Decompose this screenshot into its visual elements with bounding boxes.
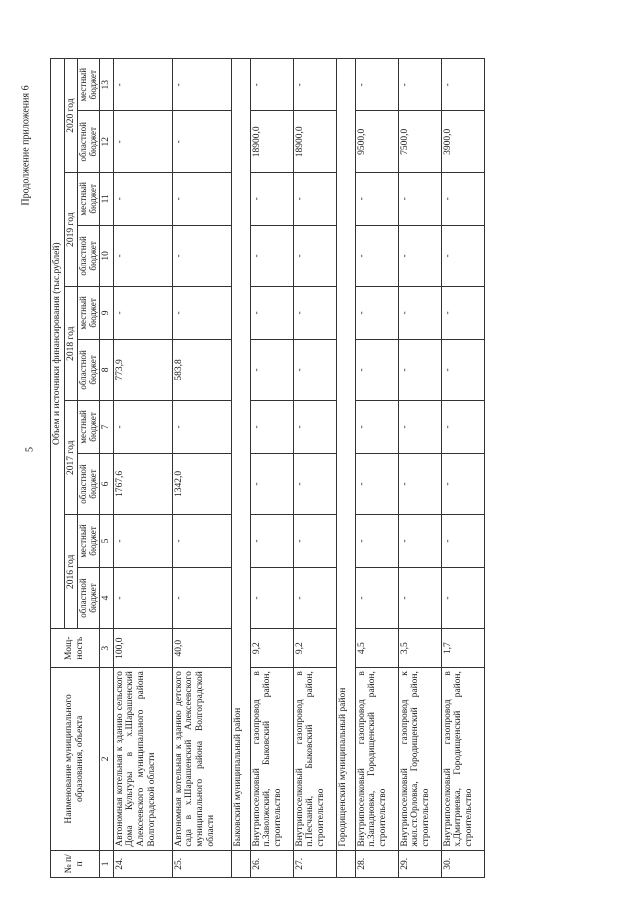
funding-value: - bbox=[398, 173, 441, 225]
table-row bbox=[293, 59, 336, 878]
header-local: местный бюджет bbox=[78, 173, 100, 225]
header-funding: Объем и источники финансирования (тыс.рублей) bbox=[51, 59, 65, 629]
funding-value: - bbox=[113, 59, 172, 112]
funding-value: - bbox=[250, 515, 293, 567]
funding-value: - bbox=[355, 339, 398, 401]
section-row bbox=[231, 59, 250, 878]
header-regional: областной бюджет bbox=[78, 453, 100, 515]
column-number: 9 bbox=[100, 287, 114, 339]
funding-value: - bbox=[293, 287, 336, 339]
funding-value: 9500,0 bbox=[355, 111, 398, 173]
header-local: местный бюджет bbox=[78, 287, 100, 339]
column-number: 8 bbox=[100, 339, 114, 401]
column-number: 5 bbox=[100, 515, 114, 567]
object-name: Автономная котельная к зданию сельского Дома Культуры в х.Шарашенский Алексеевского муниципального района Волгоградской области bbox=[113, 668, 172, 851]
power-value: 100,0 bbox=[113, 629, 172, 668]
row-number: 27. bbox=[293, 850, 336, 877]
funding-value: - bbox=[172, 225, 231, 287]
funding-value: - bbox=[441, 225, 484, 287]
funding-value: 583,8 bbox=[172, 339, 231, 401]
funding-value: - bbox=[398, 339, 441, 401]
header-power: Мощ-ность bbox=[51, 629, 100, 668]
header-local: местный бюджет bbox=[78, 515, 100, 567]
row-number: 25. bbox=[172, 850, 231, 877]
column-number: 1 bbox=[100, 850, 114, 877]
funding-value: - bbox=[113, 111, 172, 173]
header-name: Наименование муниципального образования, объекта bbox=[51, 668, 100, 851]
funding-value: - bbox=[293, 515, 336, 567]
funding-value: - bbox=[441, 453, 484, 515]
header-year: 2020 год bbox=[64, 59, 78, 173]
power-value: 9,2 bbox=[250, 629, 293, 668]
funding-value: - bbox=[441, 401, 484, 453]
funding-value: - bbox=[355, 173, 398, 225]
power-value: 3,5 bbox=[398, 629, 441, 668]
column-number: 2 bbox=[100, 668, 114, 851]
funding-value: - bbox=[172, 401, 231, 453]
funding-value: - bbox=[293, 173, 336, 225]
funding-value: 773,9 bbox=[113, 339, 172, 401]
funding-value: 3900,0 bbox=[441, 111, 484, 173]
power-value: 4,5 bbox=[355, 629, 398, 668]
row-number: 29. bbox=[398, 850, 441, 877]
table-row bbox=[355, 59, 398, 878]
row-number: 30. bbox=[441, 850, 484, 877]
column-number: 13 bbox=[100, 59, 114, 112]
page-number: 5 bbox=[24, 447, 36, 452]
table-row bbox=[113, 59, 172, 878]
funding-value: - bbox=[172, 515, 231, 567]
object-name: Внутрипоселковый газопровод в п.Заволжский, Быковский район, строительство bbox=[250, 668, 293, 851]
funding-value: - bbox=[441, 515, 484, 567]
header-regional: областной бюджет bbox=[78, 339, 100, 401]
funding-value: - bbox=[250, 453, 293, 515]
header-year: 2018 год bbox=[64, 287, 78, 401]
funding-value: - bbox=[398, 567, 441, 629]
funding-value: - bbox=[355, 287, 398, 339]
power-value: 1,7 bbox=[441, 629, 484, 668]
appendix-caption: Продолжение приложения 6 bbox=[20, 85, 32, 206]
funding-value: - bbox=[398, 59, 441, 112]
section-title: Городищенский муниципальный район bbox=[336, 59, 355, 851]
funding-value: - bbox=[293, 453, 336, 515]
funding-value: - bbox=[113, 401, 172, 453]
funding-value: - bbox=[172, 173, 231, 225]
header-year: 2019 год bbox=[64, 173, 78, 287]
funding-value: - bbox=[172, 59, 231, 112]
funding-value: - bbox=[398, 453, 441, 515]
column-number: 12 bbox=[100, 111, 114, 173]
funding-value: - bbox=[398, 225, 441, 287]
section-blank bbox=[336, 850, 355, 877]
funding-value: - bbox=[355, 453, 398, 515]
funding-value: 7500,0 bbox=[398, 111, 441, 173]
table-row bbox=[172, 59, 231, 878]
funding-value: - bbox=[355, 225, 398, 287]
header-year: 2017 год bbox=[64, 401, 78, 515]
column-number: 4 bbox=[100, 567, 114, 629]
funding-value: - bbox=[113, 515, 172, 567]
funding-value: - bbox=[441, 339, 484, 401]
funding-value: - bbox=[172, 567, 231, 629]
funding-value: - bbox=[250, 173, 293, 225]
funding-value: - bbox=[250, 339, 293, 401]
funding-value: - bbox=[250, 287, 293, 339]
funding-value: - bbox=[172, 111, 231, 173]
funding-value: - bbox=[355, 515, 398, 567]
funding-value: - bbox=[113, 173, 172, 225]
rotated-table-container bbox=[50, 58, 590, 878]
funding-value: - bbox=[250, 59, 293, 112]
column-number: 7 bbox=[100, 401, 114, 453]
funding-value: - bbox=[441, 287, 484, 339]
funding-value: - bbox=[398, 401, 441, 453]
funding-value: - bbox=[441, 173, 484, 225]
funding-value: - bbox=[250, 401, 293, 453]
funding-value: - bbox=[355, 567, 398, 629]
header-year: 2016 год bbox=[64, 515, 78, 629]
funding-value: - bbox=[250, 225, 293, 287]
funding-value: - bbox=[113, 287, 172, 339]
object-name: Внутрипоселковый газопровод в п.Западновка, Городищенский район, строительство bbox=[355, 668, 398, 851]
funding-value: - bbox=[172, 287, 231, 339]
object-name: Внутрипоселковый газопровод к жил.ст.Орловка, Городищенский район, строительство bbox=[398, 668, 441, 851]
table-row bbox=[441, 59, 484, 878]
funding-value: - bbox=[250, 567, 293, 629]
row-number: 28. bbox=[355, 850, 398, 877]
object-name: Внутрипоселковый газопровод в х.Дмитриевка, Городищенский район, строительство bbox=[441, 668, 484, 851]
funding-value: - bbox=[355, 401, 398, 453]
funding-value: 18900,0 bbox=[250, 111, 293, 173]
table-row bbox=[250, 59, 293, 878]
funding-value: - bbox=[113, 567, 172, 629]
funding-value: - bbox=[293, 401, 336, 453]
funding-value: - bbox=[441, 59, 484, 112]
object-name: Автономная котельная к зданию детского сада в х.Шарашенский Алексеевского муниципального района Волгоградской области bbox=[172, 668, 231, 851]
funding-value: 1342,0 bbox=[172, 453, 231, 515]
funding-value: - bbox=[293, 339, 336, 401]
power-value: 9,2 bbox=[293, 629, 336, 668]
column-number: 10 bbox=[100, 225, 114, 287]
header-regional: областной бюджет bbox=[78, 111, 100, 173]
power-value: 40,0 bbox=[172, 629, 231, 668]
section-blank bbox=[231, 850, 250, 877]
funding-value: - bbox=[355, 59, 398, 112]
column-number: 3 bbox=[100, 629, 114, 668]
funding-value: 18900,0 bbox=[293, 111, 336, 173]
funding-value: 1767,6 bbox=[113, 453, 172, 515]
financing-table bbox=[50, 58, 485, 878]
column-number: 11 bbox=[100, 173, 114, 225]
funding-value: - bbox=[293, 225, 336, 287]
funding-value: - bbox=[441, 567, 484, 629]
row-number: 26. bbox=[250, 850, 293, 877]
header-local: местный бюджет bbox=[78, 401, 100, 453]
funding-value: - bbox=[293, 567, 336, 629]
header-regional: областной бюджет bbox=[78, 567, 100, 629]
funding-value: - bbox=[113, 225, 172, 287]
header-local: местный бюджет bbox=[78, 59, 100, 112]
table-row bbox=[398, 59, 441, 878]
object-name: Внутрипоселковый газопровод в п.Песчаный, Быковский район, строительство bbox=[293, 668, 336, 851]
header-num: № п/п bbox=[51, 850, 100, 877]
funding-value: - bbox=[398, 515, 441, 567]
row-number: 24. bbox=[113, 850, 172, 877]
column-number: 6 bbox=[100, 453, 114, 515]
section-row bbox=[336, 59, 355, 878]
funding-value: - bbox=[293, 59, 336, 112]
section-title: Быковский муниципальный район bbox=[231, 59, 250, 851]
header-regional: областной бюджет bbox=[78, 225, 100, 287]
funding-value: - bbox=[398, 287, 441, 339]
